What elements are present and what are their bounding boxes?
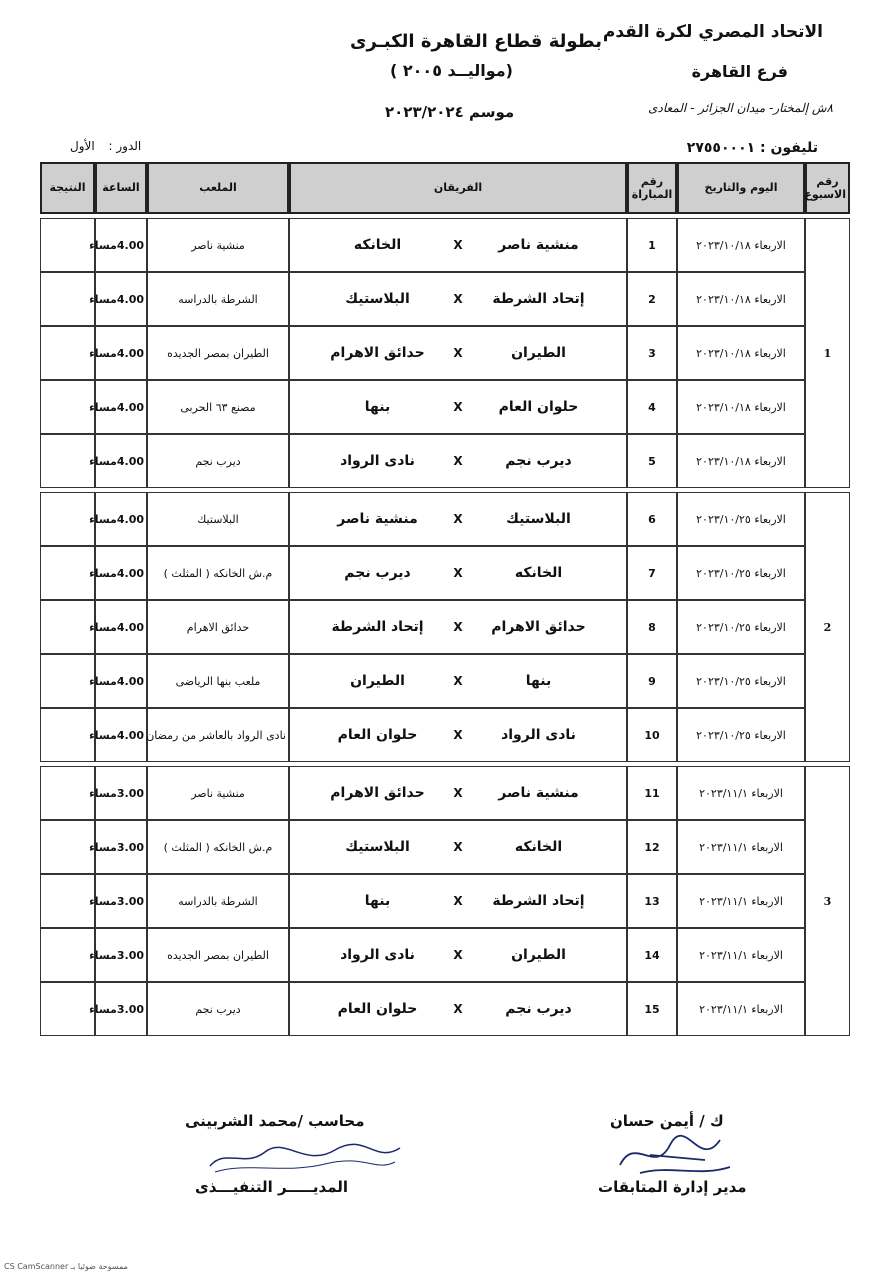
week-number: 3 [805, 766, 850, 1036]
match-date: الاربعاء ٢٠٢٣/١٠/٢٥ [677, 708, 805, 762]
vs-mark: X [453, 346, 463, 360]
header-result: النتيجة [40, 162, 95, 214]
home-team: الطيران [511, 947, 566, 963]
match-result [40, 492, 95, 546]
table-row [40, 654, 850, 708]
table-row [40, 434, 850, 488]
vs-mark: X [453, 948, 463, 962]
match-date: الاربعاء ٢٠٢٣/١١/١ [677, 874, 805, 928]
match-number: 7 [627, 546, 677, 600]
match-teams [289, 982, 627, 1036]
away-team: منشية ناصر [337, 511, 418, 527]
header-date: اليوم والتاريخ [677, 162, 805, 214]
match-number: 9 [627, 654, 677, 708]
kickoff-time: 3.00مساء [95, 928, 147, 982]
branch-name: فرع القاهرة [691, 62, 788, 81]
match-teams [289, 600, 627, 654]
left-signatory-name: محاسب /محمد الشربينى [185, 1112, 365, 1130]
away-team: الطيران [350, 673, 405, 689]
tournament-title: بطولة قطاع القاهرة الكبـرى [350, 31, 602, 52]
week-number: 1 [805, 218, 850, 488]
round-label: الدور : [108, 139, 142, 153]
away-team: بنها [364, 399, 391, 415]
scanner-footer-text: CamScanner ممسوحة ضوئيا بـ [17, 1262, 128, 1271]
match-number: 14 [627, 928, 677, 982]
away-team: البلاستيك [345, 291, 410, 307]
stadium: نادى الرواد بالعاشر من رمضان [147, 708, 289, 762]
match-result [40, 546, 95, 600]
table-row [40, 820, 850, 874]
kickoff-time: 4.00مساء [95, 600, 147, 654]
match-number: 2 [627, 272, 677, 326]
match-date: الاربعاء ٢٠٢٣/١٠/٢٥ [677, 654, 805, 708]
match-date: الاربعاء ٢٠٢٣/١٠/١٨ [677, 272, 805, 326]
scanner-app-mark: CS [4, 1262, 15, 1271]
home-team: منشية ناصر [498, 785, 579, 801]
match-teams [289, 766, 627, 820]
kickoff-time: 4.00مساء [95, 654, 147, 708]
away-team: البلاستيك [345, 839, 410, 855]
home-team: إتحاد الشرطة [492, 291, 585, 307]
match-result [40, 434, 95, 488]
vs-mark: X [453, 454, 463, 468]
stadium: مصنع ٦٣ الحربى [147, 380, 289, 434]
match-date: الاربعاء ٢٠٢٣/١٠/١٨ [677, 380, 805, 434]
kickoff-time: 3.00مساء [95, 820, 147, 874]
round-indicator [60, 139, 141, 153]
match-teams [289, 546, 627, 600]
away-team: نادى الرواد [340, 453, 415, 469]
kickoff-time: 3.00مساء [95, 874, 147, 928]
table-row [40, 492, 850, 546]
kickoff-time: 4.00مساء [95, 708, 147, 762]
stadium: الطيران بمصر الجديده [147, 928, 289, 982]
stadium: م.ش الخانكه ( المثلث ) [147, 820, 289, 874]
tournament-subtitle: ( مواليــد ٢٠٠٥) [390, 61, 513, 80]
table-row [40, 326, 850, 380]
match-result [40, 766, 95, 820]
match-result [40, 820, 95, 874]
header-week: رقم الاسبوع [805, 162, 850, 214]
vs-mark: X [453, 292, 463, 306]
stadium: منشية ناصر [147, 218, 289, 272]
match-number: 6 [627, 492, 677, 546]
vs-mark: X [453, 786, 463, 800]
table-row [40, 982, 850, 1036]
season-label: موسم ٢٠٢٣/٢٠٢٤ [385, 103, 515, 121]
kickoff-time: 4.00مساء [95, 272, 147, 326]
vs-mark: X [453, 1002, 463, 1016]
away-team: حدائق الاهرام [330, 345, 425, 361]
away-team: ديرب نجم [344, 565, 411, 581]
match-number: 3 [627, 326, 677, 380]
handwritten-signature [610, 1125, 740, 1180]
header-match-no: رقم المباراة [627, 162, 677, 214]
match-result [40, 380, 95, 434]
kickoff-time: 3.00مساء [95, 766, 147, 820]
match-number: 10 [627, 708, 677, 762]
kickoff-time: 4.00مساء [95, 218, 147, 272]
away-team: إتحاد الشرطة [331, 619, 424, 635]
vs-mark: X [453, 566, 463, 580]
match-number: 4 [627, 380, 677, 434]
match-teams [289, 434, 627, 488]
match-teams [289, 272, 627, 326]
match-number: 5 [627, 434, 677, 488]
table-header-row [40, 162, 850, 214]
stadium: م.ش الخانكه ( المثلث ) [147, 546, 289, 600]
match-teams [289, 708, 627, 762]
vs-mark: X [453, 728, 463, 742]
match-teams [289, 492, 627, 546]
match-date: الاربعاء ٢٠٢٣/١١/١ [677, 820, 805, 874]
header-time: الساعة [95, 162, 147, 214]
vs-mark: X [453, 620, 463, 634]
home-team: حدائق الاهرام [491, 619, 586, 635]
home-team: الخانكه [514, 839, 563, 855]
match-teams [289, 654, 627, 708]
match-date: الاربعاء ٢٠٢٣/١١/١ [677, 766, 805, 820]
match-number: 12 [627, 820, 677, 874]
kickoff-time: 4.00مساء [95, 326, 147, 380]
table-row [40, 766, 850, 820]
match-date: الاربعاء ٢٠٢٣/١٠/١٨ [677, 326, 805, 380]
match-teams [289, 380, 627, 434]
home-team: الطيران [511, 345, 566, 361]
stadium: حدائق الاهرام [147, 600, 289, 654]
vs-mark: X [453, 400, 463, 414]
vs-mark: X [453, 238, 463, 252]
stadium: ديرب نجم [147, 982, 289, 1036]
header-stadium: الملعب [147, 162, 289, 214]
home-team: منشية ناصر [498, 237, 579, 253]
home-team: بنها [525, 673, 552, 689]
signature-stamp [205, 1138, 405, 1178]
round-value: الأول [70, 139, 95, 153]
table-row [40, 380, 850, 434]
kickoff-time: 4.00مساء [95, 380, 147, 434]
match-date: الاربعاء ٢٠٢٣/١٠/١٨ [677, 434, 805, 488]
right-signatory-title: مدير إدارة المتابقات [598, 1178, 747, 1196]
match-teams [289, 820, 627, 874]
stadium: الشرطة بالدراسه [147, 272, 289, 326]
match-result [40, 654, 95, 708]
home-team: إتحاد الشرطة [492, 893, 585, 909]
vs-mark: X [453, 894, 463, 908]
table-row [40, 708, 850, 762]
home-team: البلاستيك [506, 511, 571, 527]
away-team: حلوان العام [337, 727, 418, 743]
header-teams: الفريقان [289, 162, 627, 214]
vs-mark: X [453, 674, 463, 688]
match-result [40, 708, 95, 762]
scanner-footer [4, 1262, 128, 1271]
match-teams [289, 218, 627, 272]
match-result [40, 928, 95, 982]
match-teams [289, 874, 627, 928]
home-team: ديرب نجم [505, 1001, 572, 1017]
away-team: نادى الرواد [340, 947, 415, 963]
match-teams [289, 326, 627, 380]
table-row [40, 874, 850, 928]
match-number: 13 [627, 874, 677, 928]
match-date: الاربعاء ٢٠٢٣/١٠/٢٥ [677, 492, 805, 546]
right-signatory-name: ك / أيمن حسان [610, 1112, 724, 1130]
match-result [40, 218, 95, 272]
vs-mark: X [453, 840, 463, 854]
stadium: الطيران بمصر الجديده [147, 326, 289, 380]
table-row [40, 546, 850, 600]
phone-number: تليفون : ٢٧٥٥٠٠٠١ [686, 140, 818, 156]
away-team: بنها [364, 893, 391, 909]
match-result [40, 272, 95, 326]
address: ٨ش إلمختار- ميدان الجزائر - المعادى [648, 101, 833, 115]
table-row [40, 600, 850, 654]
match-date: الاربعاء ٢٠٢٣/١٠/١٨ [677, 218, 805, 272]
match-date: الاربعاء ٢٠٢٣/١٠/٢٥ [677, 600, 805, 654]
schedule-table [40, 162, 850, 1036]
vs-mark: X [453, 512, 463, 526]
match-teams [289, 928, 627, 982]
home-team: ديرب نجم [505, 453, 572, 469]
stadium: ديرب نجم [147, 434, 289, 488]
kickoff-time: 3.00مساء [95, 982, 147, 1036]
match-number: 8 [627, 600, 677, 654]
match-number: 15 [627, 982, 677, 1036]
match-number: 1 [627, 218, 677, 272]
match-result [40, 982, 95, 1036]
match-result [40, 874, 95, 928]
match-number: 11 [627, 766, 677, 820]
table-row [40, 218, 850, 272]
table-row [40, 272, 850, 326]
kickoff-time: 4.00مساء [95, 434, 147, 488]
stadium: منشية ناصر [147, 766, 289, 820]
match-result [40, 326, 95, 380]
home-team: حلوان العام [498, 399, 579, 415]
match-result [40, 600, 95, 654]
away-team: حدائق الاهرام [330, 785, 425, 801]
week-number: 2 [805, 492, 850, 762]
organization-name: الاتحاد المصري لكرة القدم [602, 22, 823, 42]
stadium: ملعب بنها الرياضى [147, 654, 289, 708]
match-date: الاربعاء ٢٠٢٣/١١/١ [677, 928, 805, 982]
match-date: الاربعاء ٢٠٢٣/١١/١ [677, 982, 805, 1036]
left-signatory-title: المديـــــر التنفيـــذى [195, 1178, 349, 1196]
home-team: نادى الرواد [501, 727, 576, 743]
match-date: الاربعاء ٢٠٢٣/١٠/٢٥ [677, 546, 805, 600]
kickoff-time: 4.00مساء [95, 546, 147, 600]
stadium: الشرطة بالدراسه [147, 874, 289, 928]
kickoff-time: 4.00مساء [95, 492, 147, 546]
home-team: الخانكه [514, 565, 563, 581]
table-row [40, 928, 850, 982]
away-team: الخانكه [353, 237, 402, 253]
away-team: حلوان العام [337, 1001, 418, 1017]
stadium: البلاستيك [147, 492, 289, 546]
